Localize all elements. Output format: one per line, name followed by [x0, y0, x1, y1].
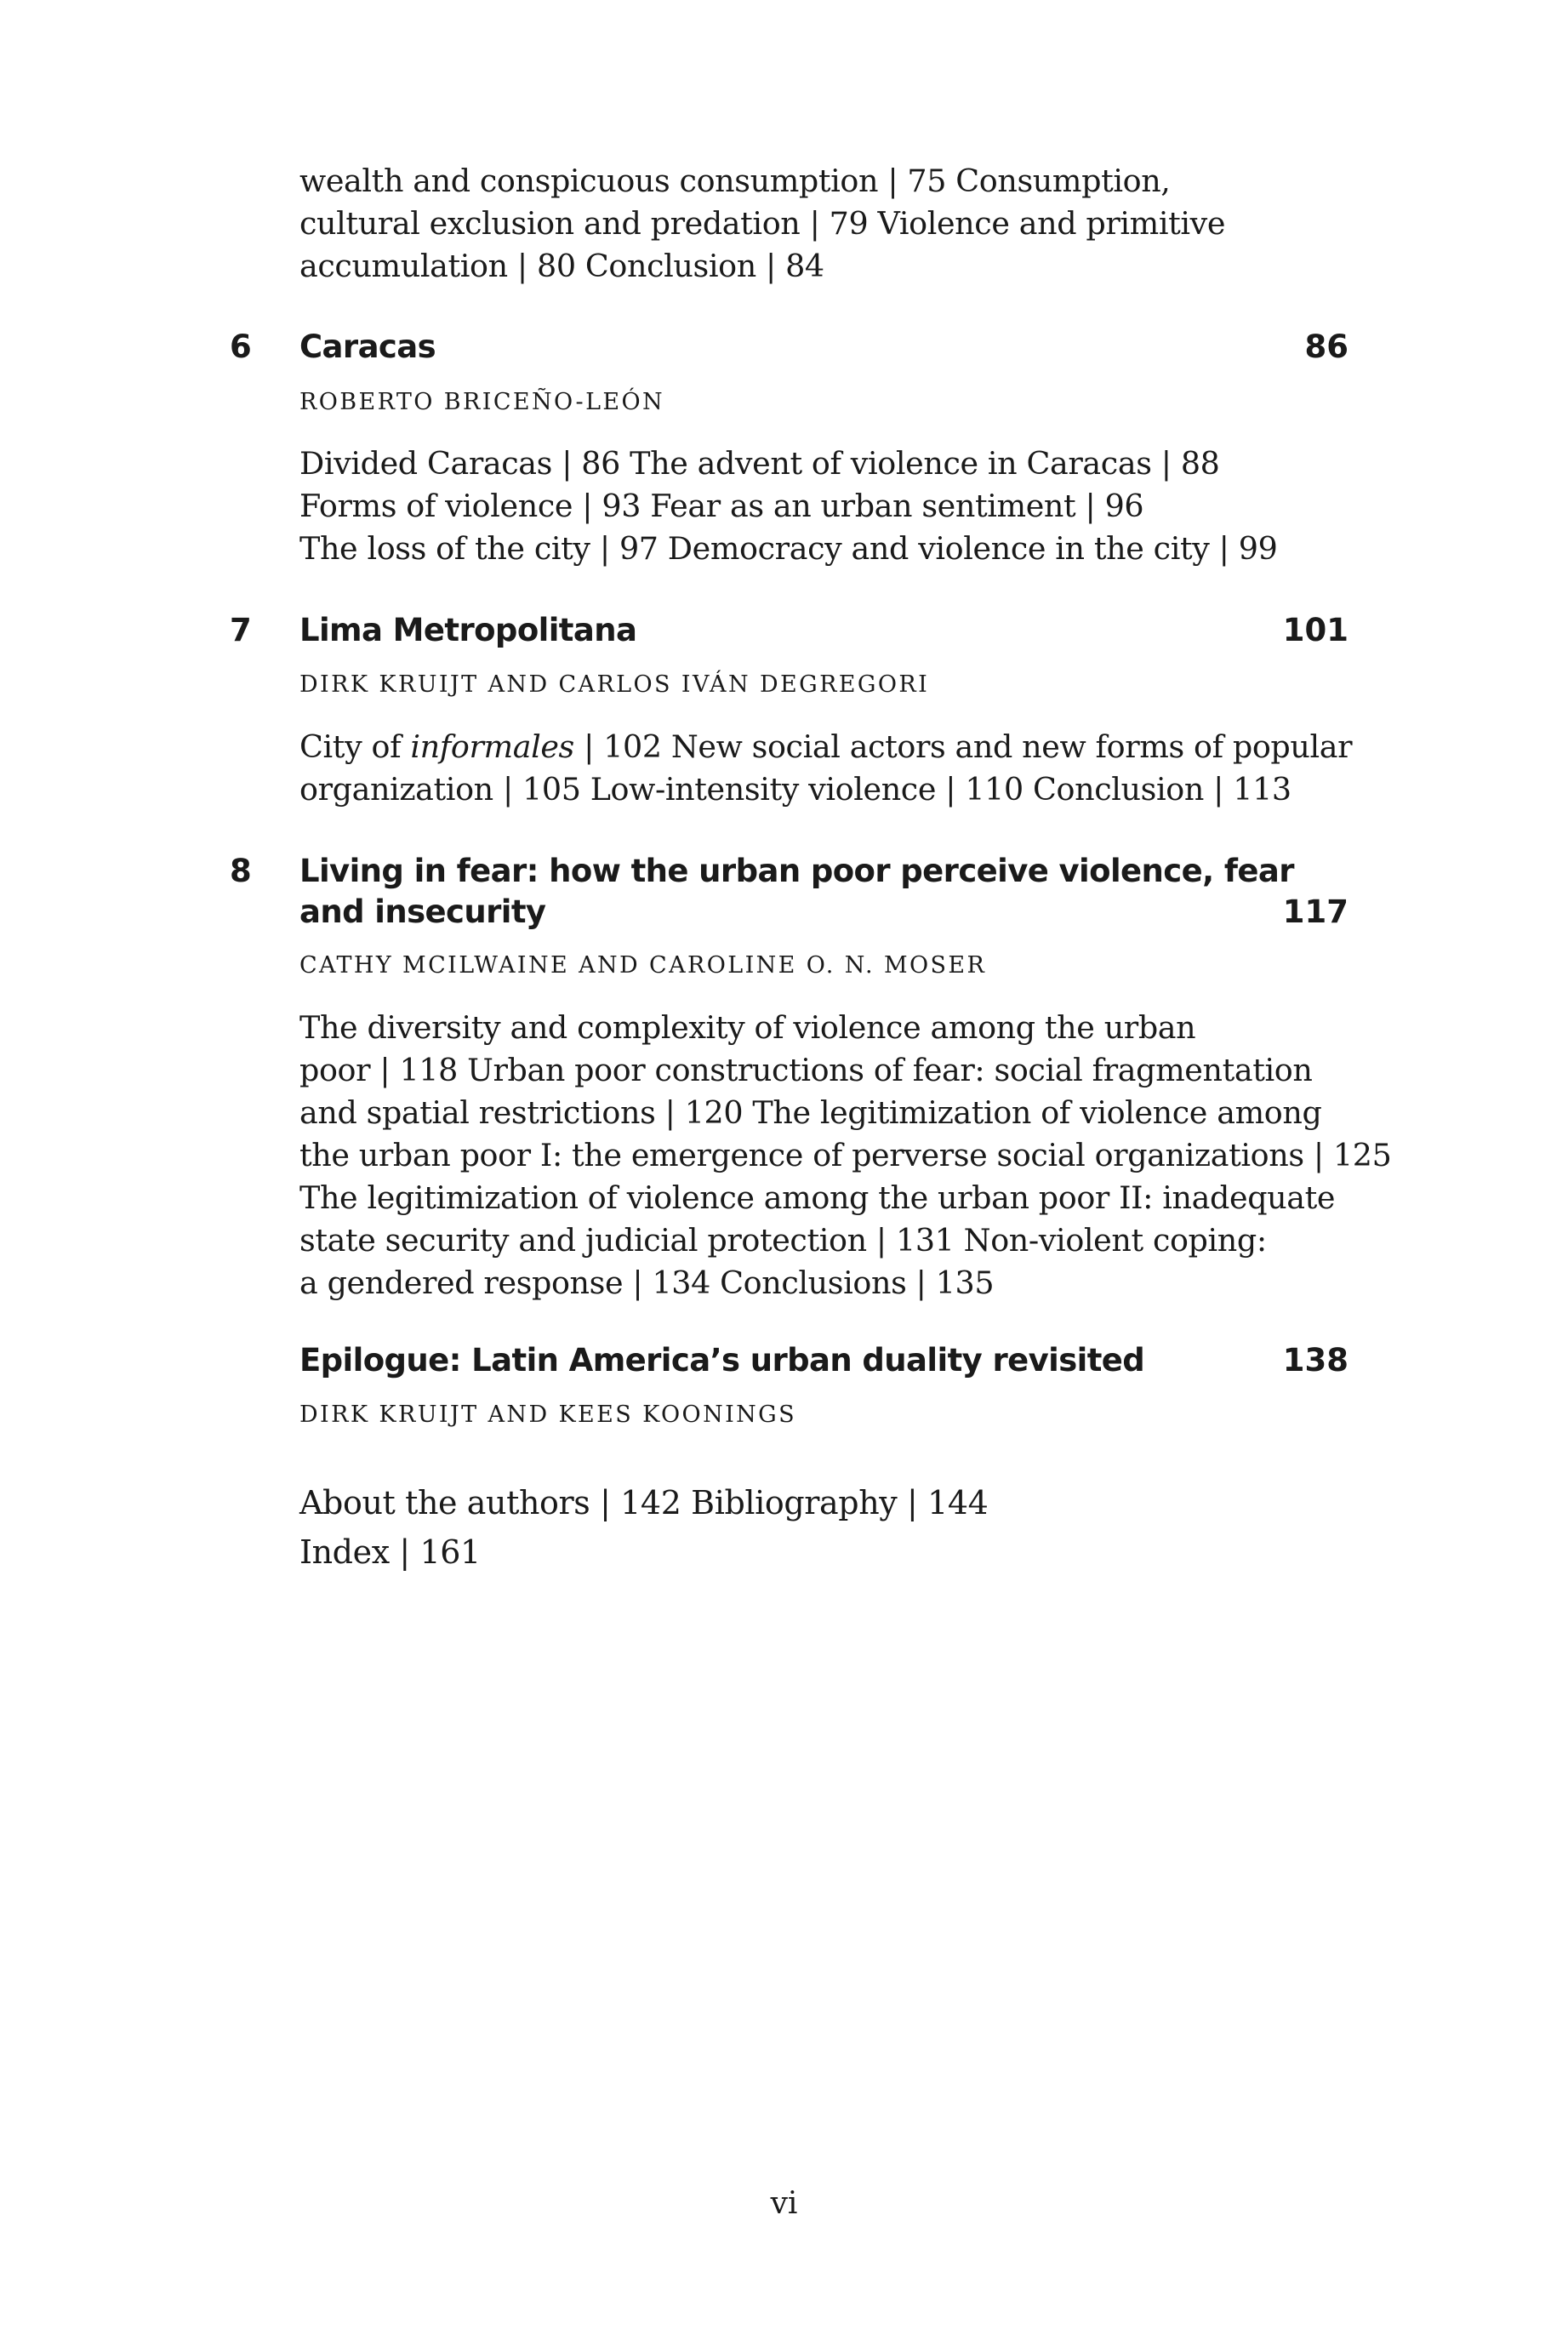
chapter-6-number: 6	[230, 328, 252, 365]
backmatter-line[interactable]: About the authors | 142 Bibliography | 144	[299, 1484, 989, 1521]
section-line: and spatial restrictions | 120 The legitimization of violence among	[299, 1094, 1322, 1131]
section-line: wealth and conspicuous consumption | 75 Consumption,	[299, 163, 1171, 199]
section-line: Forms of violence | 93 Fear as an urban sentiment | 96	[299, 488, 1144, 524]
chapter-7-title[interactable]: Lima Metropolitana	[299, 612, 637, 648]
chapter-8-number: 8	[230, 853, 252, 889]
backmatter-list	[299, 1478, 1354, 1577]
backmatter-line[interactable]: Index | 161	[299, 1533, 481, 1571]
section-line: The diversity and complexity of violence among the urban	[299, 1009, 1196, 1046]
section-line: accumulation | 80 Conclusion | 84	[299, 248, 824, 284]
section-text: City of	[299, 728, 411, 765]
chapter-7-author: DIRK KRUIJT AND CARLOS IVÁN DEGREGORI	[299, 671, 930, 698]
chapter-7-page: 101	[1282, 612, 1348, 648]
section-line	[299, 726, 1354, 768]
chapter-6-page: 86	[1304, 328, 1348, 365]
chapter-8-title-line-2[interactable]: and insecurity	[299, 893, 546, 930]
chapter-8-title-line-1[interactable]: Living in fear: how the urban poor perceive violence, fear	[299, 853, 1294, 889]
section-line: The legitimization of violence among the urban poor II: inadequate	[299, 1179, 1336, 1216]
section-text: | 102 New social actors and new forms of popular	[573, 728, 1353, 765]
chapter-8-page: 117	[1282, 893, 1348, 930]
section-text-italic: informales	[410, 728, 574, 765]
section-line: a gendered response | 134 Conclusions | 135	[299, 1264, 995, 1301]
chapter-8-sections	[299, 1007, 1392, 1304]
page-number: vi	[770, 2186, 798, 2221]
section-line: the urban poor I: the emergence of perverse social organizations | 125	[299, 1137, 1392, 1173]
chapter-6-author: ROBERTO BRICEÑO-LEÓN	[299, 389, 665, 415]
chapter-7-sections	[299, 726, 1354, 811]
section-line: poor | 118 Urban poor constructions of fear: social fragmentation	[299, 1052, 1313, 1088]
chapter-7-number: 7	[230, 612, 252, 648]
epilogue-title[interactable]: Epilogue: Latin America’s urban duality revisited	[299, 1342, 1145, 1379]
chapter-8-author: CATHY MCILWAINE AND CAROLINE O. N. MOSER	[299, 952, 987, 979]
continued-section-list	[299, 160, 1354, 288]
epilogue-page: 138	[1282, 1342, 1348, 1379]
section-line: The loss of the city | 97 Democracy and violence in the city | 99	[299, 530, 1278, 567]
chapter-6-title[interactable]: Caracas	[299, 328, 436, 365]
section-line: state security and judicial protection | 131 Non-violent coping:	[299, 1222, 1267, 1259]
chapter-6-sections	[299, 442, 1354, 570]
section-line: cultural exclusion and predation | 79 Violence and primitive	[299, 205, 1226, 242]
epilogue-author: DIRK KRUIJT AND KEES KOONINGS	[299, 1401, 797, 1428]
section-line: Divided Caracas | 86 The advent of violence in Caracas | 88	[299, 445, 1220, 482]
section-line: organization | 105 Low-intensity violence | 110 Conclusion | 113	[299, 771, 1291, 808]
